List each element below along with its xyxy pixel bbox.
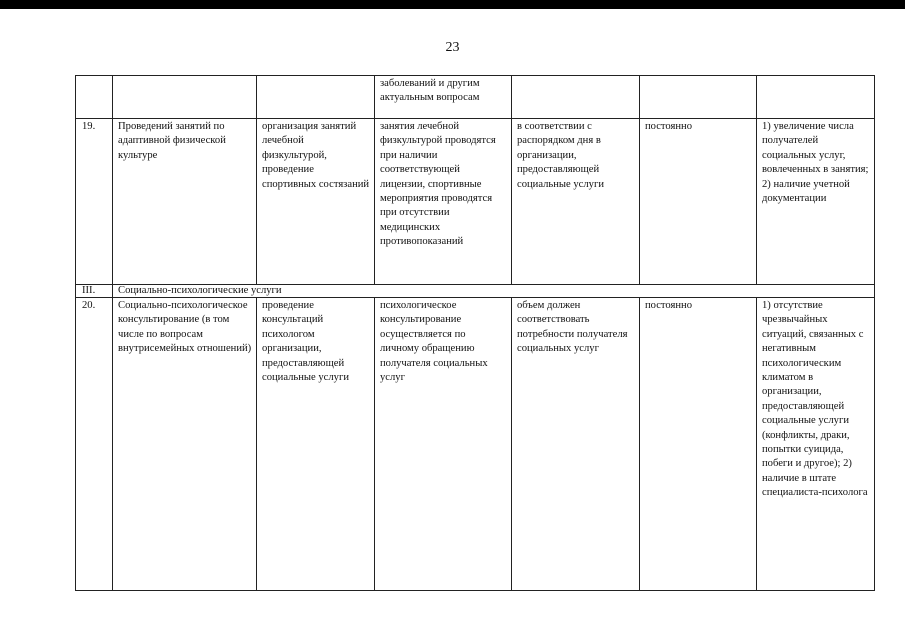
section-title: Социально-психологические услуги [113,285,875,298]
cell-conditions: заболеваний и другим актуальным вопросам [375,76,512,119]
section-num: III. [76,285,113,298]
cell-service: Проведений занятий по адаптивной физической культуре [113,119,257,285]
cell-num: 20. [76,298,113,591]
cell-description [257,76,375,119]
cell-volume: объем должен соответствовать потребности получателя социальных услуг [512,298,640,591]
cell-indicators [757,76,875,119]
cell-period: постоянно [640,298,757,591]
page-number: 23 [445,40,460,55]
cell-period [640,76,757,119]
cell-conditions: занятия лечебной физкультурой проводятся при наличии соответствующей лицензии, спортивные мероприятия проводятся при отсутствии медицинских противопоказаний [375,119,512,285]
cell-service: Социально-психологическое консультирование (в том числе по вопросам внутрисемейных отношений) [113,298,257,591]
top-border-bar [0,0,905,9]
table-row [76,119,875,285]
cell-volume: в соответствии с распорядком дня в организации, предоставляющей социальные услуги [512,119,640,285]
cell-num: 19. [76,119,113,285]
cell-description: организация занятий лечебной физкультурой, проведение спортивных состязаний [257,119,375,285]
services-table [75,75,875,591]
cell-indicators: 1) увеличение числа получателей социальных услуг, вовлеченных в занятия; 2) наличие учетной документации [757,119,875,285]
cell-period: постоянно [640,119,757,285]
cell-indicators: 1) отсутствие чрезвычайных ситуаций, связанных с негативным психологическим климатом в организации, предоставляющей социальные услуги (конфликты, драки, попытки суицида, побеги и другое); 2) наличие в штате специалиста-психолога [757,298,875,591]
cell-service [113,76,257,119]
table-row [76,298,875,591]
cell-conditions: психологическое консультирование осуществляется по личному обращению получателя социальных услуг [375,298,512,591]
section-row [76,285,875,298]
cell-num [76,76,113,119]
cell-description: проведение консультаций психологом организации, предоставляющей социальные услуги [257,298,375,591]
cell-volume [512,76,640,119]
table-row [76,76,875,119]
